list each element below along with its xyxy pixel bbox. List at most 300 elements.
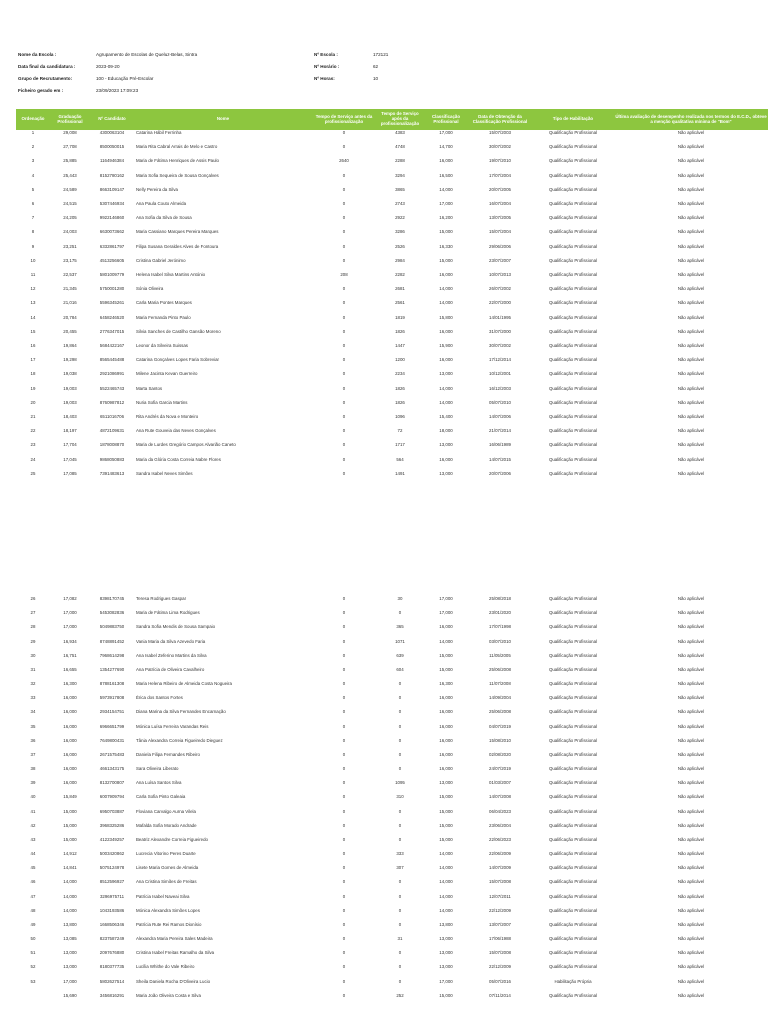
cell-avaliacao: Não aplicável	[677, 456, 705, 462]
group-value: 100 - Educação Pré-Escolar	[96, 76, 154, 81]
cell-data-obtencao: 07/11/2014	[489, 992, 511, 998]
cell-ordenacao: 10	[30, 257, 36, 263]
cell-avaliacao: Não aplicável	[677, 780, 705, 786]
cell-nome: Maria de Fátima Henriques de Assis Paulo	[136, 158, 219, 164]
cell-classificacao: 16,000	[439, 158, 453, 164]
cell-tempo-apos: 4748	[395, 144, 405, 150]
cell-classificacao: 14,000	[439, 186, 453, 192]
table-row	[16, 651, 768, 661]
cell-ordenacao: 19	[30, 385, 36, 391]
cell-ordenacao: 38	[30, 766, 36, 771]
cell-classificacao: 14,000	[439, 851, 453, 857]
cell-candidato: 3456816291	[99, 992, 125, 998]
cell-data-obtencao: 15/07/2008	[489, 950, 511, 956]
cell-tempo-antes: 0	[342, 992, 346, 998]
cell-data-obtencao: 06/04/2023	[489, 808, 511, 814]
cell-graduacao: 16,934	[63, 638, 77, 644]
cell-candidato: 8152780162	[99, 172, 125, 178]
cell-candidato: 6950703887	[99, 808, 125, 814]
cell-ordenacao: 33	[30, 695, 36, 701]
cell-avaliacao: Não aplicável	[677, 879, 705, 885]
cell-tipo-habilitacao: Qualificação Profissional	[548, 751, 598, 757]
table-row	[16, 906, 768, 916]
cell-data-obtencao: 22/12/2009	[489, 964, 511, 970]
table-row	[16, 469, 768, 479]
cell-tempo-apos: 1071	[395, 638, 405, 644]
cell-candidato: 8132700807	[99, 780, 125, 786]
table-row	[16, 722, 768, 732]
cell-nome: Cristina Isabel Freitas Ramalho da Silva	[136, 950, 215, 956]
cell-nome: Maria Cassiano Marques Pereira Marques	[136, 229, 219, 235]
cell-ordenacao: 36	[30, 737, 36, 743]
cell-candidato: 4661343175	[99, 766, 125, 771]
cell-candidato: 5596345261	[99, 300, 125, 306]
cell-tempo-apos: 2984	[395, 257, 405, 263]
cell-data-obtencao: 19/07/2010	[489, 158, 511, 164]
cell-graduacao: 16,000	[63, 737, 77, 743]
cell-ordenacao: 48	[30, 907, 36, 913]
cell-graduacao: 25,443	[63, 172, 77, 178]
cell-avaliacao: Não aplicável	[677, 808, 705, 814]
cell-candidato: 8788161308	[99, 681, 125, 686]
cell-tipo-habilitacao: Qualificação Profissional	[548, 399, 598, 405]
cell-data-obtencao: 05/07/2016	[489, 978, 511, 984]
cell-classificacao: 15,000	[439, 992, 453, 998]
cell-candidato: 1878008870	[99, 442, 125, 448]
cell-classificacao: 15,400	[439, 414, 453, 419]
cell-tipo-habilitacao: Qualificação Profissional	[548, 921, 598, 927]
cell-candidato: 6511016706	[99, 414, 125, 419]
cell-nome: Ana Isabel Zeferino Martins da Silva	[136, 652, 207, 658]
cell-tempo-apos: 30	[397, 596, 403, 601]
cell-classificacao: 15,000	[439, 822, 453, 828]
cell-tempo-antes: 0	[342, 456, 346, 462]
cell-avaliacao: Não aplicável	[677, 723, 705, 729]
cell-avaliacao: Não aplicável	[677, 836, 705, 842]
cell-nome: Sara Oliveira Liberato	[136, 766, 179, 771]
cell-candidato: 4300063104	[99, 130, 125, 135]
cell-avaliacao: Não aplicável	[677, 328, 705, 334]
cell-candidato: 6332861797	[99, 243, 125, 249]
cell-classificacao: 15,900	[439, 343, 453, 348]
cell-ordenacao: 15	[30, 328, 36, 334]
cell-classificacao: 16,500	[439, 172, 453, 178]
cell-avaliacao: Não aplicável	[677, 414, 705, 419]
cell-candidato: 6458246520	[99, 314, 125, 320]
cell-candidato: 8180377735	[99, 964, 125, 970]
cell-nome: Patrícia Isabel Naveai Silva	[136, 893, 190, 899]
cell-tempo-antes: 0	[342, 638, 346, 644]
cell-tempo-antes: 2640	[339, 158, 349, 164]
cell-data-obtencao: 14/01/1995	[489, 314, 511, 320]
cell-candidato: 1043193586	[99, 907, 125, 913]
cell-tempo-antes: 0	[342, 766, 346, 771]
cell-graduacao: 21,345	[63, 286, 77, 292]
table-row	[16, 962, 768, 972]
cell-classificacao: 18,000	[439, 428, 453, 434]
cell-tempo-antes: 0	[342, 737, 346, 743]
cell-ordenacao: 39	[30, 780, 36, 786]
cell-tipo-habilitacao: Qualificação Profissional	[548, 456, 598, 462]
cell-nome: Mónica Alexandra Simões Lopes	[136, 907, 200, 913]
cell-nome: Tânia Alexandra Correia Figueiredo Dieguez	[136, 737, 223, 743]
table-row	[16, 707, 768, 717]
cell-candidato: 6966651799	[99, 723, 125, 729]
cell-data-obtencao: 17/07/1998	[489, 624, 511, 630]
cell-candidato: 5453082836	[99, 610, 125, 616]
cell-graduacao: 14,000	[63, 879, 77, 885]
cell-tempo-antes: 0	[342, 300, 346, 306]
cell-avaliacao: Não aplicável	[677, 158, 705, 164]
cell-tempo-apos: 0	[398, 737, 402, 743]
cell-data-obtencao: 15/08/2010	[489, 737, 511, 743]
cell-candidato: 2671575483	[99, 751, 125, 757]
cell-avaliacao: Não aplicável	[677, 243, 705, 249]
cell-classificacao: 15,000	[439, 229, 453, 235]
table-row	[16, 665, 768, 675]
cell-tipo-habilitacao: Qualificação Profissional	[548, 470, 598, 476]
cell-tipo-habilitacao: Qualificação Profissional	[548, 766, 598, 771]
cell-ordenacao: 42	[30, 822, 36, 828]
cell-ordenacao: 6	[31, 201, 35, 206]
cell-tempo-apos: 3286	[395, 229, 405, 235]
cell-tempo-antes: 0	[342, 751, 346, 757]
cell-candidato: 2921086991	[99, 371, 125, 377]
cell-data-obtencao: 02/08/2020	[489, 751, 511, 757]
cell-tipo-habilitacao: Qualificação Profissional	[548, 709, 598, 715]
cell-avaliacao: Não aplicável	[677, 399, 705, 405]
cell-graduacao: 24,589	[63, 186, 77, 192]
cell-tempo-apos: 0	[398, 766, 402, 771]
cell-data-obtencao: 14/07/2015	[489, 456, 511, 462]
cell-classificacao: 16,000	[439, 751, 453, 757]
table-row	[16, 384, 768, 394]
cell-avaliacao: Não aplicável	[677, 638, 705, 644]
school-name-label: Nome da Escola :	[18, 52, 57, 57]
cell-candidato: 2934154751	[99, 709, 125, 715]
cell-classificacao: 15,000	[439, 794, 453, 800]
cell-tempo-apos: 564	[396, 456, 404, 462]
cell-tempo-apos: 0	[398, 836, 402, 842]
cell-graduacao: 24,205	[63, 215, 77, 221]
cell-tempo-antes: 0	[342, 201, 346, 206]
cell-graduacao: 18,403	[63, 414, 77, 419]
table-row	[16, 637, 768, 647]
cell-tipo-habilitacao: Qualificação Profissional	[548, 865, 598, 871]
cell-tempo-apos: 0	[398, 879, 402, 885]
cell-tempo-antes: 0	[342, 399, 346, 405]
cell-avaliacao: Não aplicável	[677, 652, 705, 658]
cell-tempo-apos: 1826	[395, 328, 405, 334]
cell-classificacao: 16,000	[439, 272, 453, 277]
cell-avaliacao: Não aplicável	[677, 442, 705, 448]
cell-graduacao: 13,800	[63, 921, 77, 927]
cell-tipo-habilitacao: Qualificação Profissional	[548, 385, 598, 391]
cell-tipo-habilitacao: Qualificação Profissional	[548, 300, 598, 306]
cell-avaliacao: Não aplicável	[677, 950, 705, 956]
cell-classificacao: 17,000	[439, 201, 453, 206]
cell-tempo-apos: 2681	[395, 286, 405, 292]
cell-tempo-apos: 2526	[395, 243, 405, 249]
cell-classificacao: 14,700	[439, 144, 453, 150]
cell-tempo-antes: 0	[342, 144, 346, 150]
cell-avaliacao: Não aplicável	[677, 921, 705, 927]
cell-tempo-antes: 0	[342, 186, 346, 192]
cell-classificacao: 16,200	[439, 215, 453, 221]
cell-data-obtencao: 25/06/2008	[489, 666, 511, 672]
cell-nome: Catarina Hábil Ferrinha	[136, 130, 182, 135]
cell-nome: Sónia Oliveira	[136, 286, 164, 292]
cell-tempo-antes: 0	[342, 865, 346, 871]
cell-candidato: 2097676880	[99, 950, 125, 956]
cell-avaliacao: Não aplicável	[677, 751, 705, 757]
table-row	[16, 455, 768, 465]
cell-data-obtencao: 17/12/2014	[489, 357, 511, 363]
cell-candidato: 7649800431	[99, 737, 125, 743]
cell-ordenacao: 20	[30, 399, 36, 405]
cell-avaliacao: Não aplicável	[677, 610, 705, 616]
group-label: Grupo de Recrutamento:	[18, 76, 73, 81]
cell-data-obtencao: 17/06/1988	[489, 936, 511, 942]
header-tipo-habilitacao: Tipo de Habilitação	[552, 116, 594, 122]
cell-ordenacao: 53	[30, 978, 36, 984]
cell-ordenacao: 52	[30, 964, 36, 970]
cell-tempo-apos: 72	[397, 428, 403, 434]
cell-classificacao: 13,000	[439, 371, 453, 377]
cell-tempo-antes: 0	[342, 215, 346, 221]
table-row	[16, 128, 768, 138]
cell-tipo-habilitacao: Qualificação Profissional	[548, 780, 598, 786]
cell-tempo-apos: 2743	[395, 201, 405, 206]
cell-tempo-apos: 310	[396, 794, 404, 800]
cell-tempo-antes: 0	[342, 709, 346, 715]
cell-avaliacao: Não aplicável	[677, 766, 705, 771]
cell-nome: Lisete Maria Gomes de Almeida	[136, 865, 199, 871]
cell-avaliacao: Não aplicável	[677, 992, 705, 998]
cell-nome: Sandra Sofia Mendis de Sousa Sampaio	[136, 624, 216, 630]
cell-tempo-antes: 0	[342, 964, 346, 970]
cell-avaliacao: Não aplicável	[677, 822, 705, 828]
table-row	[16, 213, 768, 223]
cell-tempo-apos: 1200	[395, 357, 405, 363]
cell-tipo-habilitacao: Qualificação Profissional	[548, 936, 598, 942]
header-avaliacao: Última avaliação de desempenho realizada nos termos do E.C.D., obteve a menção qualitativa mínima de "Bom"	[615, 113, 767, 124]
cell-nome: Floviana Carvalgo Aurna Vilela	[136, 808, 196, 814]
cell-tempo-antes: 0	[342, 666, 346, 672]
cell-avaliacao: Não aplicável	[677, 300, 705, 306]
cell-ordenacao: 30	[30, 652, 36, 658]
cell-data-obtencao: 17/07/2004	[489, 172, 511, 178]
cell-graduacao: 18,197	[63, 428, 77, 434]
cell-tempo-antes: 0	[342, 257, 346, 263]
cell-avaliacao: Não aplicável	[677, 666, 705, 672]
cell-candidato: 5801009779	[99, 272, 125, 277]
cell-classificacao: 13,000	[439, 964, 453, 970]
cell-nome: Mónica Luísa Ferreira Varandas Reis	[136, 723, 209, 729]
cell-tempo-antes: 0	[342, 851, 346, 857]
cell-tempo-apos: 1717	[395, 442, 405, 448]
cell-avaliacao: Não aplicável	[677, 272, 705, 277]
table-row	[16, 892, 768, 902]
cell-ordenacao: 18	[30, 371, 36, 377]
cell-ordenacao: 3	[31, 158, 35, 164]
cell-classificacao: 16,000	[439, 328, 453, 334]
table-row	[16, 369, 768, 379]
cell-tempo-antes: 0	[342, 652, 346, 658]
cell-avaliacao: Não aplicável	[677, 681, 705, 686]
table-row	[16, 849, 768, 859]
cell-nome: Teresa Rodrigues Gaspar	[136, 596, 187, 601]
cell-data-obtencao: 13/07/2007	[489, 921, 511, 927]
cell-nome: Carla Maria Pontes Marques	[136, 300, 192, 306]
cell-tempo-antes: 0	[342, 921, 346, 927]
cell-graduacao: 16,751	[63, 652, 77, 658]
cell-tipo-habilitacao: Qualificação Profissional	[548, 808, 598, 814]
cell-classificacao: 16,000	[439, 723, 453, 729]
cell-avaliacao: Não aplicável	[677, 428, 705, 434]
table-row	[16, 298, 768, 308]
cell-classificacao: 14,000	[439, 638, 453, 644]
school-name-value: Agrupamento de Escolas de Queluz-Belas, Sintra	[96, 52, 198, 57]
cell-nome: Nuria Sofia Garcia Martins	[136, 399, 188, 405]
cell-data-obtencao: 05/07/2010	[489, 399, 511, 405]
cell-tempo-antes: 0	[342, 936, 346, 942]
cell-avaliacao: Não aplicável	[677, 357, 705, 363]
cell-graduacao: 13,085	[63, 936, 77, 942]
cell-graduacao: 17,704	[63, 442, 77, 448]
table-row	[16, 327, 768, 337]
cell-data-obtencao: 16/07/2004	[489, 201, 511, 206]
cell-tempo-antes: 0	[342, 328, 346, 334]
cell-ordenacao: 17	[30, 357, 36, 363]
cell-tempo-antes: 0	[342, 978, 346, 984]
cell-data-obtencao: 25/08/2018	[489, 596, 511, 601]
cell-avaliacao: Não aplicável	[677, 215, 705, 221]
cell-data-obtencao: 03/07/2010	[489, 638, 511, 644]
cell-candidato: 4122349257	[99, 836, 125, 842]
cell-avaliacao: Não aplicável	[677, 865, 705, 871]
cell-tempo-apos: 0	[398, 964, 402, 970]
cell-graduacao: 14,000	[63, 907, 77, 913]
cell-tempo-antes: 0	[342, 343, 346, 348]
cell-data-obtencao: 16/06/1989	[489, 442, 511, 448]
cell-candidato: 8398170745	[99, 596, 125, 601]
cell-graduacao: 16,000	[63, 766, 77, 771]
cell-nome: Lucília Whithe do Vale Ribeiro	[136, 964, 195, 970]
cell-tempo-apos: 2234	[395, 371, 405, 377]
cell-ordenacao: 47	[30, 893, 36, 899]
cell-tempo-antes: 0	[342, 723, 346, 729]
cell-candidato: 5049883750	[99, 624, 125, 630]
cell-ordenacao: 41	[30, 808, 36, 814]
cell-data-obtencao: 15/07/2008	[489, 879, 511, 885]
cell-graduacao: 23,175	[63, 257, 77, 263]
cell-ordenacao: 16	[30, 343, 36, 348]
cell-tempo-apos: 0	[398, 751, 402, 757]
cell-tipo-habilitacao: Qualificação Profissional	[548, 681, 598, 686]
cell-tempo-apos: 252	[396, 992, 404, 998]
cell-graduacao: 19,298	[63, 357, 77, 363]
cell-classificacao: 14,000	[439, 300, 453, 306]
cell-graduacao: 24,003	[63, 229, 77, 235]
cell-graduacao: 29,008	[63, 130, 77, 135]
cell-ordenacao: 28	[30, 624, 36, 630]
cell-ordenacao: 27	[30, 610, 36, 616]
cell-tempo-apos: 3294	[395, 172, 405, 178]
cell-tempo-antes: 0	[342, 822, 346, 828]
cell-candidato: 8512596927	[99, 879, 125, 885]
cell-ordenacao: 34	[30, 709, 36, 715]
cell-graduacao: 19,038	[63, 371, 77, 377]
deadline-label: Data final da candidatura :	[18, 64, 76, 69]
cell-data-obtencao: 26/07/2002	[489, 286, 511, 292]
cell-candidato: 6630073662	[99, 229, 125, 235]
cell-tipo-habilitacao: Qualificação Profissional	[548, 964, 598, 970]
cell-tipo-habilitacao: Qualificação Profissional	[548, 442, 598, 448]
cell-candidato: 4872109631	[99, 428, 125, 434]
cell-data-obtencao: 24/07/2019	[489, 766, 511, 771]
cell-data-obtencao: 10/12/2001	[489, 371, 511, 377]
cell-candidato: 8748891452	[99, 638, 125, 644]
cell-graduacao: 16,300	[63, 681, 77, 686]
cell-classificacao: 14,000	[439, 893, 453, 899]
table-row	[16, 341, 768, 351]
cell-tempo-apos: 0	[398, 893, 402, 899]
cell-nome: Lucrecia Vitorino Peres Duarte	[136, 851, 196, 857]
cell-graduacao: 16,655	[63, 666, 77, 672]
cell-tipo-habilitacao: Qualificação Profissional	[548, 186, 598, 192]
cell-tempo-apos: 0	[398, 723, 402, 729]
cell-data-obtencao: 14/09/2004	[489, 695, 511, 701]
cell-graduacao: 17,000	[63, 978, 77, 984]
cell-nome: Maria da Glória Costa Correia Nabre Flores	[136, 456, 221, 462]
cell-nome: Maria Sofia Sequeira de Sousa Gonçalves	[136, 172, 219, 178]
table-row	[16, 948, 768, 958]
table-row	[16, 991, 768, 1001]
cell-classificacao: 14,000	[439, 907, 453, 913]
table-row	[16, 171, 768, 181]
table-row	[16, 877, 768, 887]
cell-nome: Patrícia Rute Rei Ramos Dionísio	[136, 921, 202, 927]
cell-nome: Diana Marina da Silva Fernandes Encarnação	[136, 709, 226, 715]
school-number-label: Nº Escola :	[314, 52, 338, 57]
cell-tempo-antes: 0	[342, 808, 346, 814]
cell-avaliacao: Não aplicável	[677, 964, 705, 970]
cell-nome: Ana Sofia da Silva de Sousa	[136, 215, 192, 221]
generated-value: 23/09/2023 17:09:23	[96, 88, 139, 93]
cell-avaliacao: Não aplicável	[677, 371, 705, 377]
cell-nome: Ana Cristina Simões de Freitas	[136, 879, 197, 885]
cell-candidato: 5684422167	[99, 343, 125, 348]
cell-avaliacao: Não aplicável	[677, 130, 705, 135]
cell-avaliacao: Não aplicável	[677, 624, 705, 630]
cell-data-obtencao: 23/01/2020	[489, 610, 511, 616]
cell-tempo-antes: 0	[342, 130, 346, 135]
cell-tempo-antes: 0	[342, 371, 346, 377]
cell-graduacao: 19,864	[63, 343, 77, 348]
cell-nome: Sandra Isabel Neves Simões	[136, 470, 193, 476]
cell-data-obtencao: 23/07/2007	[489, 257, 511, 263]
cell-candidato: 1164946384	[99, 158, 125, 164]
cell-nome: Milene Jacinta Kevan Guerreiro	[136, 371, 198, 377]
cell-classificacao: 14,000	[439, 879, 453, 885]
cell-avaliacao: Não aplicável	[677, 936, 705, 942]
schedule-number-value: 62	[373, 64, 379, 69]
cell-nome: Érica dos Santos Fortes	[136, 695, 183, 701]
cell-graduacao: 17,000	[63, 610, 77, 616]
cell-tipo-habilitacao: Qualificação Profissional	[548, 414, 598, 419]
cell-ordenacao: 24	[30, 456, 36, 462]
